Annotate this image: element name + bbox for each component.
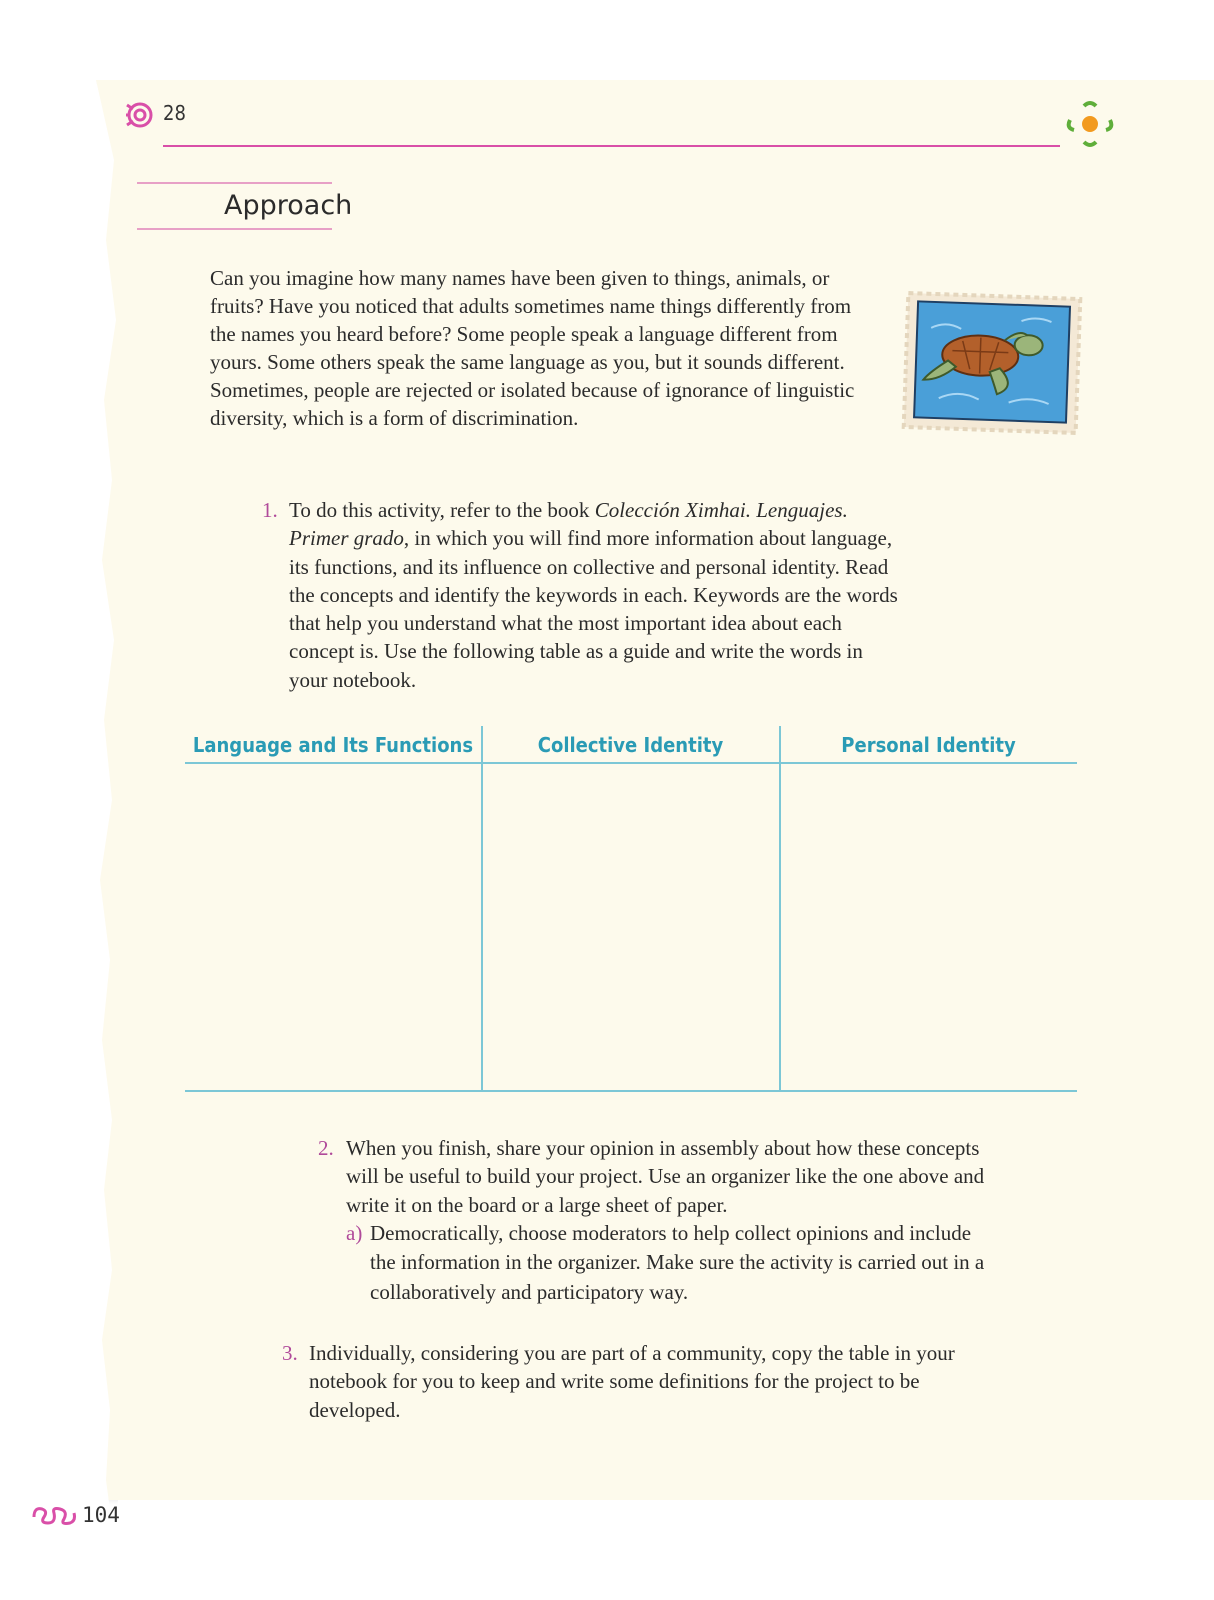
table-header-language: Language and Its Functions xyxy=(192,733,474,757)
table-cell-language[interactable] xyxy=(185,764,481,1090)
section-rule-top xyxy=(137,182,332,184)
activity-1-number: 1. xyxy=(262,498,278,522)
activity-1-rest: , in which you will find more information about language, its functions, and its influence on collective and personal identity. Read the concepts and identify the keywords in each. Keywords are the words that help you understand what the most important idea about each concept is. Use the following table as a guide and write the words in your notebook. xyxy=(289,526,898,692)
footer-ornament-icon xyxy=(30,1503,78,1529)
book-title: Colección Ximhai. Lenguajes. Primer grado xyxy=(289,498,848,551)
table-cell-personal[interactable] xyxy=(781,764,1077,1090)
intro-paragraph: Can you imagine how many names have been given to things, animals, or fruits? Have you noticed that adults sometimes name things differently from the names you heard before? Some people speak a language different from yours. Some others speak the same language as you, but it sounds different. Sometimes, people are rejected or isolated because of ignorance of linguistic diversity, which is a form of discrimination. xyxy=(210,266,855,430)
ornament-icon xyxy=(124,100,154,130)
unit-number: 28 xyxy=(163,101,186,125)
header-rule xyxy=(163,145,1060,147)
page-number: 104 xyxy=(82,1503,120,1527)
activity-2a-label: a) xyxy=(346,1220,363,1245)
activity-2a xyxy=(346,1219,998,1308)
activity-2 xyxy=(318,1134,998,1307)
section-rule-bottom xyxy=(137,228,332,230)
section-title: Approach xyxy=(224,190,353,221)
table-header-personal: Personal Identity xyxy=(841,733,1016,757)
activity-1 xyxy=(262,496,902,694)
turtle-stamp-image xyxy=(900,290,1084,436)
activity-2-text: When you finish, share your opinion in assembly about how these concepts will be useful to build your project. Use an organizer like the one above and write it on the board or a large sheet of paper. xyxy=(346,1136,985,1217)
activity-1-text xyxy=(289,496,902,694)
activity-3-text: Individually, considering you are part of a community, copy the table in your notebook for you to keep and write some definitions for the project to be developed. xyxy=(309,1341,955,1422)
activity-3 xyxy=(282,1339,1012,1424)
activity-2a-text: Democratically, choose moderators to help collect opinions and include the information in the organizer. Make sure the activity is carried out in a collaboratively and participatory way. xyxy=(370,1220,985,1304)
activity-1-lead: To do this activity, refer to the book xyxy=(289,498,595,522)
table-header-collective: Collective Identity xyxy=(537,733,724,757)
flower-icon xyxy=(1064,98,1116,150)
activity-3-number: 3. xyxy=(282,1341,298,1365)
activity-2-number: 2. xyxy=(318,1136,334,1160)
table-cell-collective[interactable] xyxy=(483,764,779,1090)
table-bottom-rule xyxy=(185,1090,1077,1092)
